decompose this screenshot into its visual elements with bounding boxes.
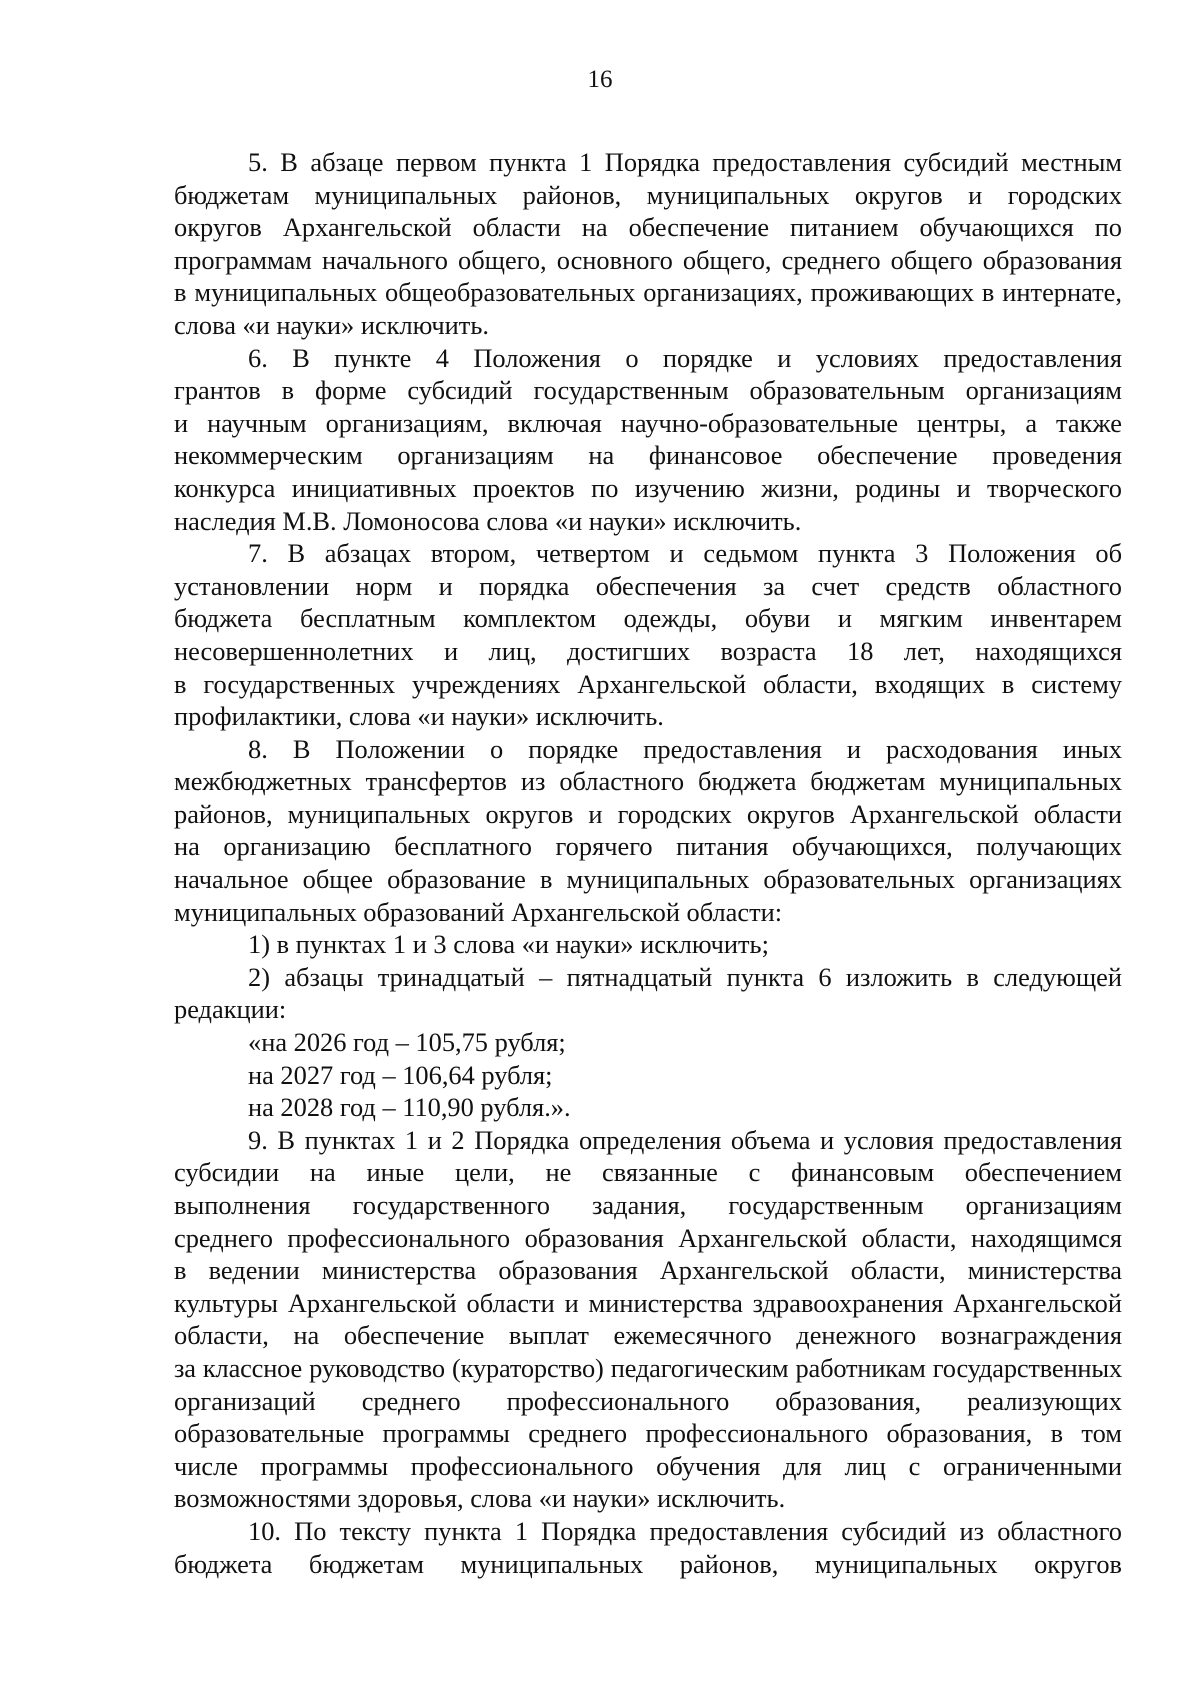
item-6-line: 6. В пункте 4 Положения о порядке и условиях предоставления bbox=[248, 342, 1122, 373]
item-9-line: субсидии на иные цели, не связанные с финансовым обеспечением bbox=[174, 1157, 1122, 1188]
item-10-line: бюджета бюджетам муниципальных районов, муниципальных округов bbox=[174, 1548, 1122, 1579]
item-9-line: культуры Архангельской области и министерства здравоохранения Архангельской bbox=[174, 1287, 1122, 1318]
item-9-line: организаций среднего профессионального образования, реализующих bbox=[174, 1385, 1122, 1416]
sub-item-1-line: 1) в пунктах 1 и 3 слова «и науки» исключить; bbox=[248, 929, 769, 960]
page-number: 16 bbox=[587, 66, 613, 93]
item-7-line: профилактики, слова «и науки» исключить. bbox=[174, 701, 664, 732]
amount-2027-line: на 2027 год – 106,64 рубля; bbox=[248, 1059, 553, 1090]
item-10-line: 10. По тексту пункта 1 Порядка предоставления субсидий из областного bbox=[248, 1515, 1122, 1546]
item-8-line: районов, муниципальных округов и городских округов Архангельской области bbox=[174, 798, 1122, 829]
document-body bbox=[174, 146, 1122, 1580]
item-8-line: муниципальных образований Архангельской области: bbox=[174, 896, 783, 927]
sub-item-2-line: редакции: bbox=[174, 994, 287, 1025]
item-9-line: за классное руководство (кураторство) педагогическим работникам государственных bbox=[174, 1352, 1122, 1383]
item-6-line: и научным организациям, включая научно-образовательные центры, а также bbox=[174, 407, 1122, 438]
item-8-line: начальное общее образование в муниципальных образовательных организациях bbox=[174, 864, 1122, 895]
item-6-line: некоммерческим организациям на финансовое обеспечение проведения bbox=[174, 440, 1122, 471]
item-9-line: числе программы профессионального обучения для лиц с ограниченными bbox=[174, 1450, 1122, 1481]
item-7-line: бюджета бесплатным комплектом одежды, обуви и мягким инвентарем bbox=[174, 603, 1122, 634]
item-5-line: 5. В абзаце первом пункта 1 Порядка предоставления субсидий местным bbox=[248, 147, 1122, 177]
item-9-line: 9. В пунктах 1 и 2 Порядка определения объема и условия предоставления bbox=[248, 1124, 1122, 1155]
item-9-line: в ведении министерства образования Архангельской области, министерства bbox=[174, 1255, 1122, 1286]
item-9-line: области, на обеспечение выплат ежемесячного денежного вознаграждения bbox=[174, 1320, 1122, 1351]
item-9-line: выполнения государственного задания, государственным организациям bbox=[174, 1190, 1122, 1220]
item-6-line: грантов в форме субсидий государственным образовательным организациям bbox=[174, 375, 1122, 406]
item-9-line: среднего профессионального образования Архангельской области, находящимся bbox=[174, 1222, 1122, 1253]
item-5-line: бюджетам муниципальных районов, муниципальных округов и городских bbox=[174, 179, 1122, 210]
item-7-line: установлении норм и порядка обеспечения за счет средств областного bbox=[174, 570, 1122, 601]
amount-2028-line: на 2028 год – 110,90 рубля.». bbox=[248, 1092, 571, 1123]
item-6-line: наследия М.В. Ломоносова слова «и науки» исключить. bbox=[174, 505, 802, 536]
item-6-line: конкурса инициативных проектов по изучению жизни, родины и творческого bbox=[174, 472, 1122, 503]
sub-item-2-line: 2) абзацы тринадцатый – пятнадцатый пункта 6 изложить в следующей bbox=[248, 961, 1122, 992]
item-7-line: несовершеннолетних и лиц, достигших возраста 18 лет, находящихся bbox=[174, 635, 1122, 666]
item-5-line: слова «и науки» исключить. bbox=[174, 309, 489, 340]
item-8-line: межбюджетных трансфертов из областного бюджета бюджетам муниципальных bbox=[174, 766, 1122, 797]
amount-2026-line: «на 2026 год – 105,75 рубля; bbox=[248, 1027, 566, 1058]
item-9-line: образовательные программы среднего профессионального образования, в том bbox=[174, 1418, 1122, 1449]
item-8-line: на организацию бесплатного горячего питания обучающихся, получающих bbox=[174, 831, 1122, 862]
item-9-line: возможностями здоровья, слова «и науки» исключить. bbox=[174, 1483, 786, 1514]
item-7-line: в государственных учреждениях Архангельской области, входящих в систему bbox=[174, 668, 1122, 699]
item-8-line: 8. В Положении о порядке предоставления и расходования иных bbox=[248, 733, 1122, 764]
item-5-line: округов Архангельской области на обеспечение питанием обучающихся по bbox=[174, 212, 1122, 243]
item-5-line: в муниципальных общеобразовательных организациях, проживающих в интернате, bbox=[174, 277, 1122, 308]
item-7-line: 7. В абзацах втором, четвертом и седьмом пункта 3 Положения об bbox=[248, 538, 1122, 569]
item-5-line: программам начального общего, основного общего, среднего общего образования bbox=[174, 244, 1122, 275]
